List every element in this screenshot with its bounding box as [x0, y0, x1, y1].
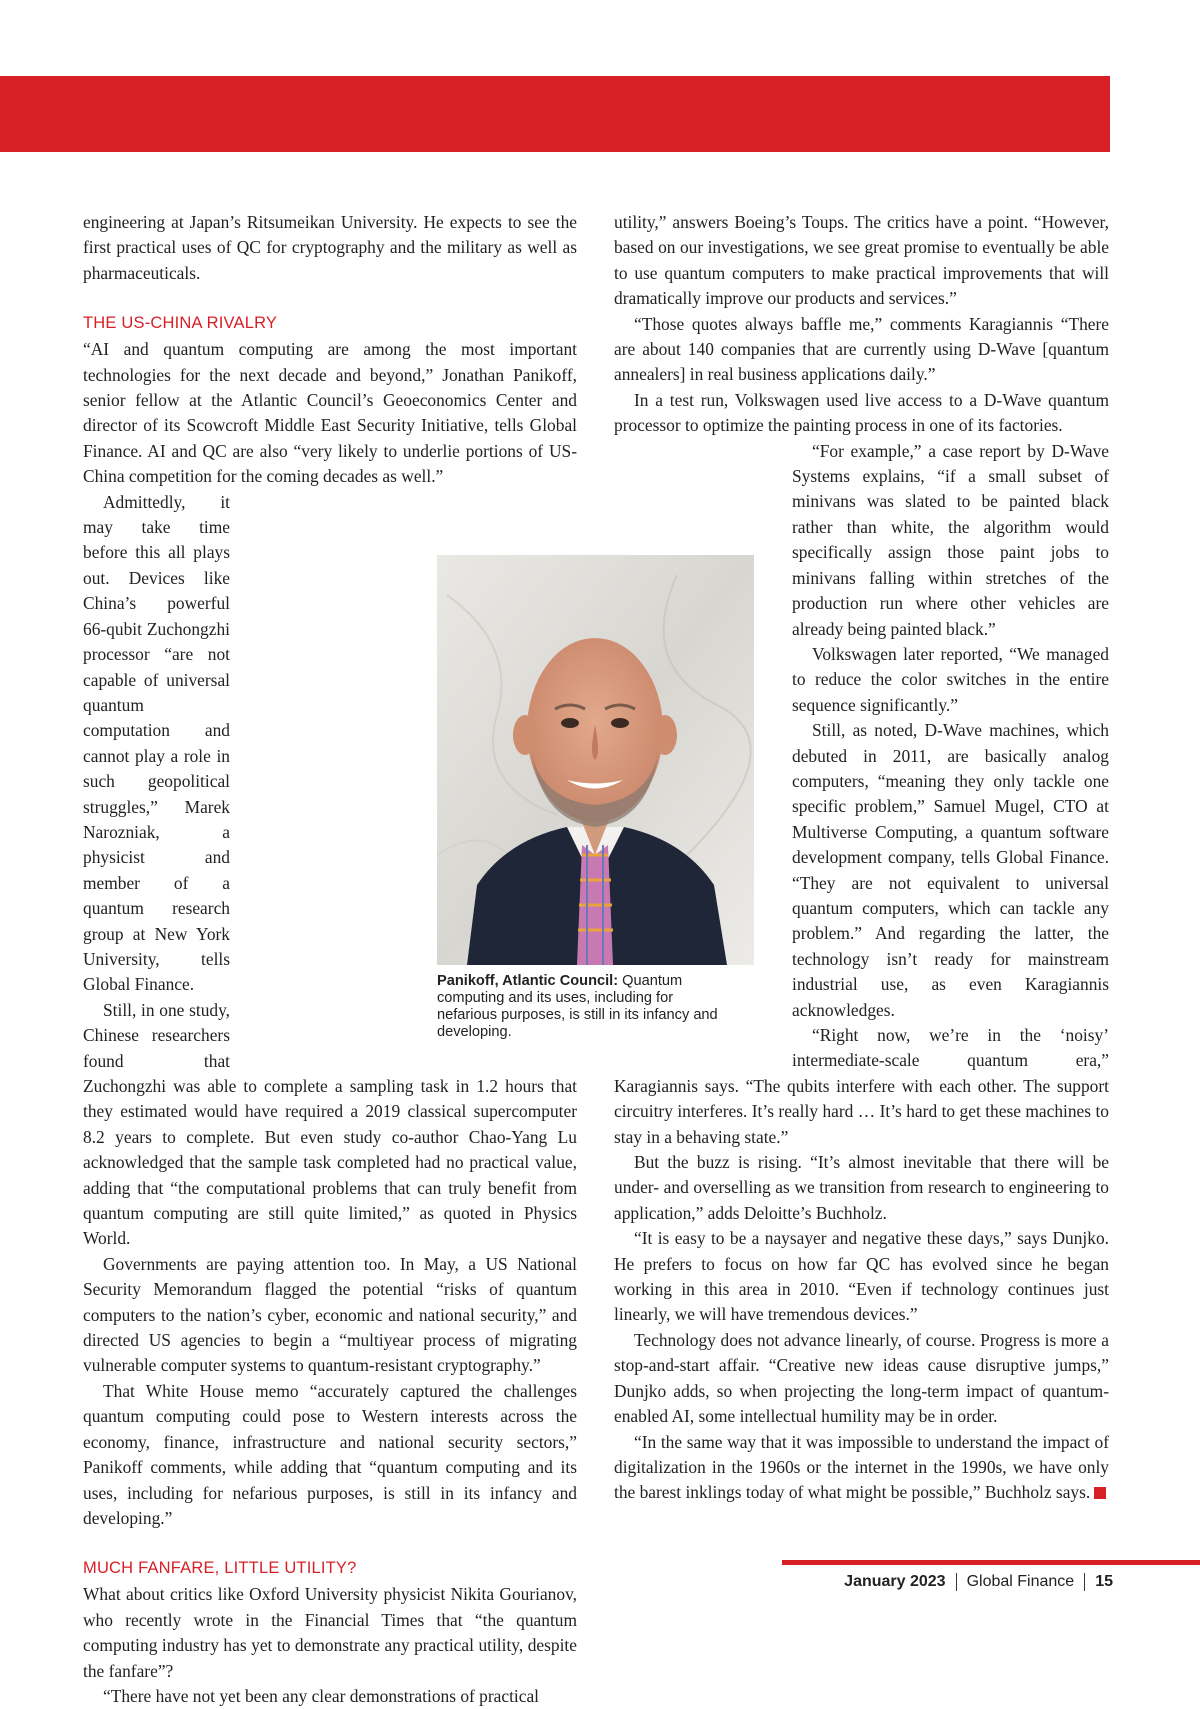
paragraph: Still, as noted, D-Wave machines, which debuted in 2011, are basically analog computers, “meaning they only tackle one specific problem,” Samuel Mugel, CTO at Multiverse Computing, a quantum software development company, tells Global Finance. “They are not equivalent to universal quantum computers, which can tackle any problem.” And regarding the latter, the technology isn’t ready for mainstream industrial use, as even Karagiannis acknowledges. [792, 720, 1109, 1020]
paragraph: Technology does not advance linearly, of course. Progress is more a stop-and-start affair. “Creative new ideas cause disruptive jumps,” Dunjko adds, so when projecting the long-term impact of quantum-enabled AI, some intellectual humility may be in order. [614, 1329, 1109, 1427]
paragraph: “Right now, we’re in the ‘noisy’ intermediate-scale quantum era,” Karagiannis says. “The qubits interfere with each other. The support circuitry interferes. It’s really hard … It’s hard to get these machines to stay in a behaving state.” [614, 1025, 1109, 1147]
paragraph: Governments are paying attention too. In May, a US National Security Memorandum flagged the potential “risks of quantum computers to the nation’s cyber, economic and national security,” and directed US agencies to begin a “multiyear process of migrating vulnerable computer systems to quantum-resistant cryptography.” [83, 1253, 577, 1376]
paragraph: “For example,” a case report by D-Wave Systems explains, “if a small subset of minivans was slated to be painted black rather than white, the algorithm would specifically assign those paint jobs to minivans falling within stretches of the production run where other vehicles are already being painted black.” [792, 440, 1109, 639]
paragraph: Still, in one study, Chinese researchers found that Zuchongzhi was able to complete a sampling task in 1.2 hours that they estimated would have required a 2019 classical supercomputer 8.2 years to complete. But even study co-author Chao-Yang Lu acknowledged that the sample task completed had no practical value, adding that “the computational problems that can truly benefit from quantum computing are still quite limited,” as quoted in Physics World. [83, 999, 577, 1249]
section-heading-us-china-rivalry: THE US-CHINA RIVALRY [83, 314, 278, 333]
portrait-illustration [437, 555, 754, 965]
paragraph: What about critics like Oxford University physicist Nikita Gourianov, who recently wrote in the Financial Times that “the quantum computing industry has yet to demonstrate any practical utility, despite the fanfare”? [83, 1584, 577, 1681]
publication-name: Global Finance [966, 1573, 1075, 1590]
issue-date: January 2023 [844, 1573, 946, 1590]
section-heading-much-fanfare: MUCH FANFARE, LITTLE UTILITY? [83, 1559, 357, 1578]
footer-separator [1084, 1573, 1085, 1591]
footer-rule [782, 1560, 1200, 1565]
end-mark-icon [1094, 1487, 1106, 1499]
paragraph-final [614, 1430, 1109, 1506]
paragraph: “It is easy to be a naysayer and negative these days,” says Dunjko. He prefers to focus on how far QC has evolved since he began working in this area in 2010. “Even if technology continues just linearly, we will have tremendous devices.” [614, 1228, 1109, 1325]
portrait-photo [437, 555, 754, 965]
header-red-band [0, 76, 1110, 152]
paragraph: In a test run, Volkswagen used live access to a D-Wave quantum processor to optimize the painting process in one of its factories. [614, 389, 1109, 436]
paragraph: Admittedly, it may take time before this all plays out. Devices like China’s powerful 66-qubit Zuchongzhi processor “are not capable of universal quantum computation and cannot play a role in such geopolitical struggles,” Marek Narozniak, a physicist and member of a quantum research group at New York University, tells Global Finance. [83, 491, 230, 995]
page-footer [844, 1573, 1113, 1591]
paragraph: “AI and quantum computing are among the most important technologies for the next decade and beyond,” Jonathan Panikoff, senior fellow at the Atlantic Council’s Geoeconomics Center and director of its Scowcroft Middle East Security Initiative, tells Global Finance. AI and QC are also “very likely to underlie portions of US-China competition for the coming decades as well.” [83, 339, 577, 487]
footer-separator [956, 1573, 957, 1591]
caption-text: Quantum computing and its uses, including for nefarious purposes, is still in its infancy and developing. [437, 973, 718, 1040]
page-number: 15 [1095, 1573, 1113, 1590]
paragraph: “Those quotes always baffle me,” comments Karagiannis “There are about 140 companies that are currently using D-Wave [quantum annealers] in real business applications daily.” [614, 313, 1109, 385]
paragraph: engineering at Japan’s Ritsumeikan University. He expects to see the first practical uses of QC for cryptography and the military as well as pharmaceuticals. [83, 212, 577, 283]
paragraph: But the buzz is rising. “It’s almost inevitable that there will be under- and overselling as we transition from research to engineering to application,” adds Deloitte’s Buchholz. [614, 1152, 1109, 1223]
paragraph: That White House memo “accurately captured the challenges quantum computing could pose to Western interests across the economy, finance, infrastructure and national security sectors,” Panikoff comments, while adding that “quantum computing and its uses, including for nefarious purposes, is still in its infancy and developing.” [83, 1380, 577, 1528]
caption-subject: Panikoff, Atlantic Council: [437, 973, 619, 989]
paragraph: utility,” answers Boeing’s Toups. The critics have a point. “However, based on our investigations, we see great promise to eventually be able to use quantum computers to make practical improvements that will dramatically improve our products and services.” [614, 212, 1109, 309]
paragraph-final-text: “In the same way that it was impossible to understand the impact of digitalization in the 1960s or the internet in the 1990s, we have only the barest inklings today of what might be possible,” Buchholz says. [614, 1431, 1109, 1503]
paragraph: “There have not yet been any clear demonstrations of practical [103, 1685, 540, 1706]
photo-caption [437, 973, 737, 1041]
paragraph: Volkswagen later reported, “We managed to reduce the color switches in the entire sequence significantly.” [792, 643, 1109, 715]
